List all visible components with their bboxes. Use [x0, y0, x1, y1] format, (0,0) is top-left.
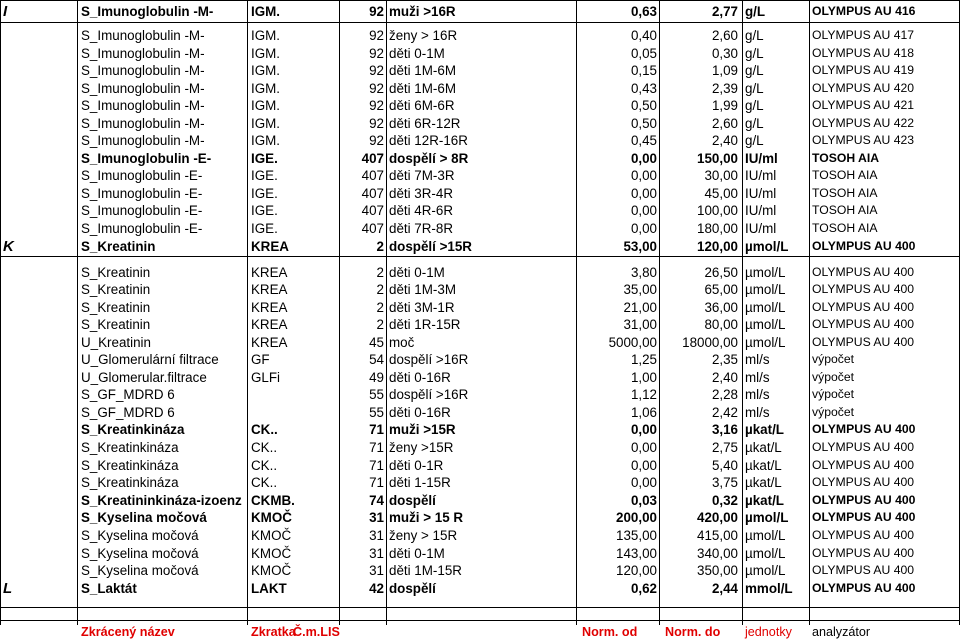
cell-norm-from: 0,43 — [630, 81, 657, 96]
cell-patient-group: děti 4R-6R — [389, 203, 454, 218]
cell-norm-from: 0,45 — [630, 133, 657, 148]
cell-test-code: IGE. — [251, 221, 278, 236]
cell-lis-number: 2 — [376, 282, 384, 297]
grid-hline — [0, 22, 960, 23]
grid-vline — [247, 0, 248, 625]
grid-vline — [576, 0, 577, 625]
cell-test-name: S_Imunoglobulin -E- — [81, 203, 203, 218]
cell-lis-number: 71 — [369, 458, 384, 473]
cell-unit: µmol/L — [745, 265, 786, 280]
cell-analyzer: výpočet — [812, 352, 855, 366]
cell-analyzer: výpočet — [812, 405, 855, 419]
grid-hline — [0, 0, 960, 1]
cell-lis-number: 92 — [369, 133, 384, 148]
cell-patient-group: ženy >15R — [389, 440, 454, 455]
cell-patient-group: muži > 15 R — [389, 510, 464, 525]
cell-analyzer: OLYMPUS AU 421 — [812, 98, 915, 112]
cell-patient-group: muži >16R — [389, 4, 456, 19]
cell-row-letter: K — [3, 238, 14, 255]
cell-test-name: S_Imunoglobulin -M- — [81, 98, 205, 113]
cell-norm-from: 35,00 — [623, 282, 657, 297]
cell-test-code: CKMB. — [251, 493, 295, 508]
cell-analyzer: OLYMPUS AU 417 — [812, 28, 915, 42]
cell-norm-to: 2,60 — [711, 28, 738, 43]
cell-lis-number: 407 — [361, 186, 384, 201]
cell-norm-from: 0,00 — [630, 422, 657, 437]
cell-test-name: S_Kreatinkináza — [81, 422, 185, 437]
cell-analyzer: OLYMPUS AU 400 — [812, 300, 915, 314]
cell-row-letter: L — [3, 580, 13, 597]
cell-norm-from: 21,00 — [623, 300, 657, 315]
cell-analyzer: OLYMPUS AU 400 — [812, 493, 916, 507]
cell-analyzer: OLYMPUS AU 400 — [812, 546, 915, 560]
cell-analyzer: OLYMPUS AU 420 — [812, 81, 915, 95]
cell-patient-group: děti 6M-6R — [389, 98, 455, 113]
cell-norm-from: 0,00 — [630, 221, 657, 236]
cell-norm-from: 0,00 — [630, 203, 657, 218]
cell-lis-number: 92 — [369, 4, 384, 19]
cell-patient-group: děti 0-1M — [389, 265, 445, 280]
cell-lis-number: 92 — [369, 81, 384, 96]
cell-norm-from: 0,00 — [630, 475, 657, 490]
cell-analyzer: OLYMPUS AU 400 — [812, 528, 915, 542]
cell-norm-to: 2,60 — [711, 116, 738, 131]
cell-lis-number: 407 — [361, 221, 384, 236]
cell-norm-to: 2,44 — [711, 581, 738, 596]
cell-lis-number: 71 — [369, 475, 384, 490]
cell-test-code: CK.. — [251, 440, 278, 455]
cell-patient-group: muži >15R — [389, 422, 456, 437]
cell-analyzer: TOSOH AIA — [812, 168, 878, 182]
cell-analyzer: TOSOH AIA — [812, 203, 878, 217]
grid-hline — [0, 256, 960, 257]
cell-test-code: KREA — [251, 300, 288, 315]
cell-test-name: S_Kreatinin — [81, 282, 151, 297]
cell-test-name: S_Kreatinin — [81, 265, 151, 280]
cell-lis-number: 2 — [376, 239, 384, 254]
legend-norm-to: Norm. do — [665, 625, 721, 639]
cell-test-name: S_Kreatinkináza — [81, 458, 179, 473]
cell-test-code: IGE. — [251, 168, 278, 183]
cell-patient-group: děti 1-15R — [389, 475, 451, 490]
cell-unit: g/L — [745, 98, 764, 113]
cell-unit: g/L — [745, 63, 764, 78]
cell-analyzer: OLYMPUS AU 400 — [812, 422, 916, 436]
cell-test-code: GLFi — [251, 370, 281, 385]
cell-unit: g/L — [745, 4, 766, 19]
cell-norm-to: 2,40 — [711, 133, 738, 148]
grid-hline — [0, 607, 960, 608]
cell-unit: µkat/L — [745, 422, 784, 437]
cell-test-name: S_Kyselina močová — [81, 510, 207, 525]
grid-vline — [742, 0, 743, 625]
cell-unit: g/L — [745, 133, 764, 148]
cell-norm-from: 31,00 — [623, 317, 657, 332]
cell-norm-to: 2,77 — [711, 4, 738, 19]
cell-test-code: KREA — [251, 317, 288, 332]
cell-lis-number: 92 — [369, 116, 384, 131]
cell-norm-from: 5000,00 — [608, 335, 657, 350]
cell-unit: g/L — [745, 81, 764, 96]
cell-norm-from: 0,00 — [630, 168, 657, 183]
cell-patient-group: děti 0-16R — [389, 370, 451, 385]
cell-lis-number: 42 — [369, 581, 384, 596]
cell-test-code: KREA — [251, 265, 288, 280]
cell-norm-from: 120,00 — [616, 563, 657, 578]
cell-norm-to: 2,40 — [711, 370, 738, 385]
cell-unit: µmol/L — [745, 239, 789, 254]
cell-unit: µkat/L — [745, 458, 782, 473]
cell-norm-to: 2,28 — [711, 387, 738, 402]
cell-analyzer: OLYMPUS AU 400 — [812, 563, 915, 577]
cell-patient-group: děti 7R-8R — [389, 221, 454, 236]
cell-test-name: S_Kyselina močová — [81, 528, 199, 543]
cell-patient-group: děti 0-1M — [389, 46, 445, 61]
cell-test-code: IGE. — [251, 203, 278, 218]
cell-norm-from: 1,06 — [630, 405, 657, 420]
cell-norm-from: 200,00 — [616, 510, 657, 525]
cell-test-name: U_Glomerulární filtrace — [81, 352, 219, 367]
cell-patient-group: děti 12R-16R — [389, 133, 468, 148]
cell-lis-number: 31 — [369, 546, 384, 561]
cell-lis-number: 407 — [361, 168, 384, 183]
cell-analyzer: OLYMPUS AU 400 — [812, 282, 915, 296]
cell-analyzer: OLYMPUS AU 423 — [812, 133, 915, 147]
cell-norm-from: 0,63 — [630, 4, 657, 19]
cell-analyzer: OLYMPUS AU 400 — [812, 265, 915, 279]
cell-norm-from: 1,25 — [630, 352, 657, 367]
cell-norm-from: 0,50 — [630, 98, 657, 113]
cell-test-code: IGM. — [251, 98, 281, 113]
cell-test-name: S_Laktát — [81, 581, 137, 596]
cell-unit: g/L — [745, 28, 764, 43]
cell-lis-number: 2 — [376, 317, 384, 332]
cell-unit: µmol/L — [745, 282, 786, 297]
cell-analyzer: OLYMPUS AU 419 — [812, 63, 915, 77]
legend-norm-from: Norm. od — [582, 625, 638, 639]
cell-norm-to: 2,42 — [711, 405, 738, 420]
legend-analyzer: analyzátor — [812, 625, 871, 639]
grid-hline — [0, 620, 960, 621]
cell-test-code: IGM. — [251, 28, 281, 43]
cell-test-name: S_Kreatinin — [81, 239, 156, 254]
cell-patient-group: dospělí > 8R — [389, 151, 469, 166]
cell-patient-group: ženy > 15R — [389, 528, 458, 543]
legend-row — [0, 622, 960, 640]
cell-unit: µmol/L — [745, 510, 789, 525]
cell-analyzer: OLYMPUS AU 418 — [812, 46, 915, 60]
cell-test-name: U_Kreatinin — [81, 335, 151, 350]
cell-unit: g/L — [745, 116, 764, 131]
cell-patient-group: děti 1M-15R — [389, 563, 462, 578]
cell-unit: µkat/L — [745, 440, 782, 455]
cell-norm-to: 3,75 — [711, 475, 738, 490]
cell-norm-from: 0,00 — [630, 458, 657, 473]
cell-norm-to: 340,00 — [697, 546, 738, 561]
cell-lis-number: 407 — [361, 151, 384, 166]
cell-unit: µmol/L — [745, 563, 786, 578]
cell-test-name: S_Imunoglobulin -M- — [81, 116, 205, 131]
cell-test-code: KMOČ — [251, 528, 292, 543]
cell-norm-to: 1,09 — [711, 63, 738, 78]
cell-test-name: S_GF_MDRD 6 — [81, 405, 175, 420]
cell-test-name: S_Imunoglobulin -E- — [81, 221, 203, 236]
cell-row-letter: I — [3, 3, 8, 20]
legend-name: Zkrácený název — [81, 625, 175, 639]
cell-lis-number: 31 — [369, 563, 384, 578]
cell-unit: µmol/L — [745, 528, 786, 543]
cell-patient-group: dospělí — [389, 493, 436, 508]
cell-test-code: IGM. — [251, 63, 281, 78]
cell-test-name: S_GF_MDRD 6 — [81, 387, 175, 402]
cell-norm-from: 1,00 — [630, 370, 657, 385]
cell-unit: IU/ml — [745, 221, 777, 236]
cell-lis-number: 71 — [369, 440, 384, 455]
cell-norm-to: 150,00 — [697, 151, 738, 166]
cell-norm-from: 143,00 — [616, 546, 657, 561]
cell-lis-number: 49 — [369, 370, 384, 385]
cell-test-name: S_Imunoglobulin -E- — [81, 168, 203, 183]
cell-test-code: KMOČ — [251, 546, 292, 561]
cell-unit: IU/ml — [745, 151, 778, 166]
cell-test-name: S_Kyselina močová — [81, 563, 199, 578]
cell-analyzer: OLYMPUS AU 400 — [812, 458, 915, 472]
cell-test-code: IGE. — [251, 186, 278, 201]
cell-test-name: S_Imunoglobulin -E- — [81, 151, 212, 166]
cell-test-name: S_Imunoglobulin -M- — [81, 46, 205, 61]
cell-lis-number: 407 — [361, 203, 384, 218]
cell-lis-number: 31 — [369, 528, 384, 543]
cell-test-code: IGM. — [251, 4, 281, 19]
cell-unit: ml/s — [745, 370, 770, 385]
cell-unit: IU/ml — [745, 203, 777, 218]
cell-test-code: CK.. — [251, 458, 278, 473]
grid-vline — [809, 0, 810, 625]
cell-lis-number: 2 — [376, 265, 384, 280]
cell-test-code: CK.. — [251, 475, 278, 490]
cell-norm-from: 53,00 — [623, 239, 657, 254]
cell-patient-group: děti 0-1R — [389, 458, 444, 473]
cell-analyzer: TOSOH AIA — [812, 151, 880, 165]
cell-norm-to: 180,00 — [697, 221, 738, 236]
cell-norm-to: 100,00 — [697, 203, 738, 218]
cell-test-code: KREA — [251, 335, 288, 350]
cell-norm-from: 0,03 — [630, 493, 657, 508]
cell-test-name: S_Kreatinin — [81, 300, 151, 315]
cell-norm-to: 120,00 — [697, 239, 738, 254]
cell-patient-group: dospělí >15R — [389, 239, 472, 254]
cell-analyzer: OLYMPUS AU 400 — [812, 510, 916, 524]
cell-lis-number: 74 — [369, 493, 384, 508]
cell-norm-from: 0,15 — [630, 63, 657, 78]
cell-analyzer: OLYMPUS AU 400 — [812, 581, 916, 595]
cell-norm-to: 3,16 — [711, 422, 738, 437]
cell-lis-number: 55 — [369, 405, 384, 420]
cell-lis-number: 92 — [369, 46, 384, 61]
cell-norm-from: 0,00 — [630, 186, 657, 201]
cell-norm-to: 2,35 — [711, 352, 738, 367]
cell-norm-to: 5,40 — [711, 458, 738, 473]
cell-norm-from: 1,12 — [630, 387, 657, 402]
cell-norm-to: 350,00 — [697, 563, 738, 578]
cell-unit: mmol/L — [745, 581, 793, 596]
cell-unit: µmol/L — [745, 335, 786, 350]
cell-norm-to: 1,99 — [711, 98, 738, 113]
cell-analyzer: OLYMPUS AU 400 — [812, 317, 915, 331]
cell-norm-to: 26,50 — [704, 265, 738, 280]
cell-patient-group: děti 7M-3R — [389, 168, 455, 183]
cell-analyzer: TOSOH AIA — [812, 186, 878, 200]
cell-test-name: U_Glomerular.filtrace — [81, 370, 207, 385]
cell-lis-number: 92 — [369, 63, 384, 78]
cell-lis-number: 45 — [369, 335, 384, 350]
cell-test-code: IGM. — [251, 81, 281, 96]
cell-test-name: S_Kyselina močová — [81, 546, 199, 561]
cell-norm-from: 0,40 — [630, 28, 657, 43]
cell-test-code: KREA — [251, 282, 288, 297]
cell-patient-group: ženy > 16R — [389, 28, 458, 43]
cell-lis-number: 55 — [369, 387, 384, 402]
cell-norm-from: 0,05 — [630, 46, 657, 61]
cell-patient-group: děti 3M-1R — [389, 300, 455, 315]
cell-analyzer: OLYMPUS AU 422 — [812, 116, 915, 130]
cell-test-code: IGM. — [251, 116, 281, 131]
cell-lis-number: 2 — [376, 300, 384, 315]
cell-analyzer: výpočet — [812, 370, 855, 384]
cell-analyzer: OLYMPUS AU 416 — [812, 4, 916, 18]
cell-norm-from: 0,00 — [630, 151, 657, 166]
cell-test-code: KMOČ — [251, 563, 292, 578]
cell-test-name: S_Kreatinkináza — [81, 475, 179, 490]
cell-unit: µkat/L — [745, 475, 782, 490]
cell-norm-from: 0,50 — [630, 116, 657, 131]
cell-norm-to: 36,00 — [704, 300, 738, 315]
cell-norm-to: 0,32 — [711, 493, 738, 508]
cell-norm-to: 2,75 — [711, 440, 738, 455]
cell-unit: ml/s — [745, 352, 770, 367]
cell-norm-to: 0,30 — [711, 46, 738, 61]
cell-patient-group: děti 0-16R — [389, 405, 451, 420]
cell-patient-group: děti 1M-6M — [389, 81, 456, 96]
cell-test-name: S_Kreatinkináza — [81, 440, 179, 455]
cell-unit: µmol/L — [745, 546, 786, 561]
cell-analyzer: OLYMPUS AU 400 — [812, 335, 915, 349]
cell-analyzer: OLYMPUS AU 400 — [812, 475, 915, 489]
cell-unit: IU/ml — [745, 186, 777, 201]
grid-vline — [339, 0, 340, 625]
cell-norm-to: 18000,00 — [682, 335, 738, 350]
cell-norm-from: 0,62 — [630, 581, 657, 596]
cell-test-name: S_Kreatinin — [81, 317, 151, 332]
cell-analyzer: OLYMPUS AU 400 — [812, 239, 916, 253]
cell-test-name: S_Kreatininkináza-izoenz — [81, 493, 242, 508]
cell-test-code: IGM. — [251, 46, 281, 61]
cell-lis-number: 71 — [369, 422, 384, 437]
cell-patient-group: děti 1R-15R — [389, 317, 461, 332]
cell-unit: g/L — [745, 46, 764, 61]
legend-lis: Č.m.LIS — [293, 625, 340, 639]
cell-test-code: IGE. — [251, 151, 278, 166]
cell-test-code: CK.. — [251, 422, 278, 437]
cell-norm-to: 415,00 — [697, 528, 738, 543]
cell-norm-to: 30,00 — [704, 168, 738, 183]
cell-test-code: KMOČ — [251, 510, 292, 525]
cell-lis-number: 31 — [369, 510, 384, 525]
cell-norm-to: 80,00 — [704, 317, 738, 332]
cell-test-name: S_Imunoglobulin -M- — [81, 133, 205, 148]
cell-test-name: S_Imunoglobulin -M- — [81, 4, 214, 19]
cell-unit: µmol/L — [745, 300, 786, 315]
cell-unit: IU/ml — [745, 168, 777, 183]
cell-test-code: LAKT — [251, 581, 287, 596]
cell-test-name: S_Imunoglobulin -M- — [81, 81, 205, 96]
cell-lis-number: 92 — [369, 28, 384, 43]
cell-analyzer: výpočet — [812, 387, 855, 401]
cell-patient-group: děti 1M-6M — [389, 63, 456, 78]
cell-patient-group: děti 6R-12R — [389, 116, 461, 131]
cell-norm-from: 0,00 — [630, 440, 657, 455]
grid-vline — [386, 0, 387, 625]
legend-code: Zkratka — [251, 625, 296, 639]
cell-lis-number: 54 — [369, 352, 384, 367]
cell-lis-number: 92 — [369, 98, 384, 113]
cell-norm-to: 420,00 — [697, 510, 738, 525]
cell-analyzer: TOSOH AIA — [812, 221, 878, 235]
grid-vline — [659, 0, 660, 625]
cell-test-code: KREA — [251, 239, 289, 254]
cell-patient-group: děti 0-1M — [389, 546, 445, 561]
cell-unit: µmol/L — [745, 317, 786, 332]
cell-unit: µkat/L — [745, 493, 784, 508]
cell-patient-group: dospělí >16R — [389, 352, 469, 367]
cell-test-name: S_Imunoglobulin -M- — [81, 28, 205, 43]
grid-vline — [0, 0, 1, 625]
grid-vline — [77, 0, 78, 625]
cell-test-code: IGM. — [251, 133, 281, 148]
cell-test-name: S_Imunoglobulin -M- — [81, 63, 205, 78]
cell-norm-to: 65,00 — [704, 282, 738, 297]
cell-norm-from: 3,80 — [630, 265, 657, 280]
cell-patient-group: děti 3R-4R — [389, 186, 454, 201]
cell-norm-to: 45,00 — [704, 186, 738, 201]
cell-patient-group: děti 1M-3M — [389, 282, 456, 297]
cell-patient-group: moč — [389, 335, 415, 350]
cell-test-name: S_Imunoglobulin -E- — [81, 186, 203, 201]
cell-norm-from: 135,00 — [616, 528, 657, 543]
cell-analyzer: OLYMPUS AU 400 — [812, 440, 915, 454]
cell-unit: ml/s — [745, 405, 770, 420]
cell-unit: ml/s — [745, 387, 770, 402]
cell-test-code: GF — [251, 352, 270, 367]
cell-norm-to: 2,39 — [711, 81, 738, 96]
legend-units: jednotky — [745, 625, 792, 639]
cell-patient-group: dospělí >16R — [389, 387, 469, 402]
cell-patient-group: dospělí — [389, 581, 436, 596]
